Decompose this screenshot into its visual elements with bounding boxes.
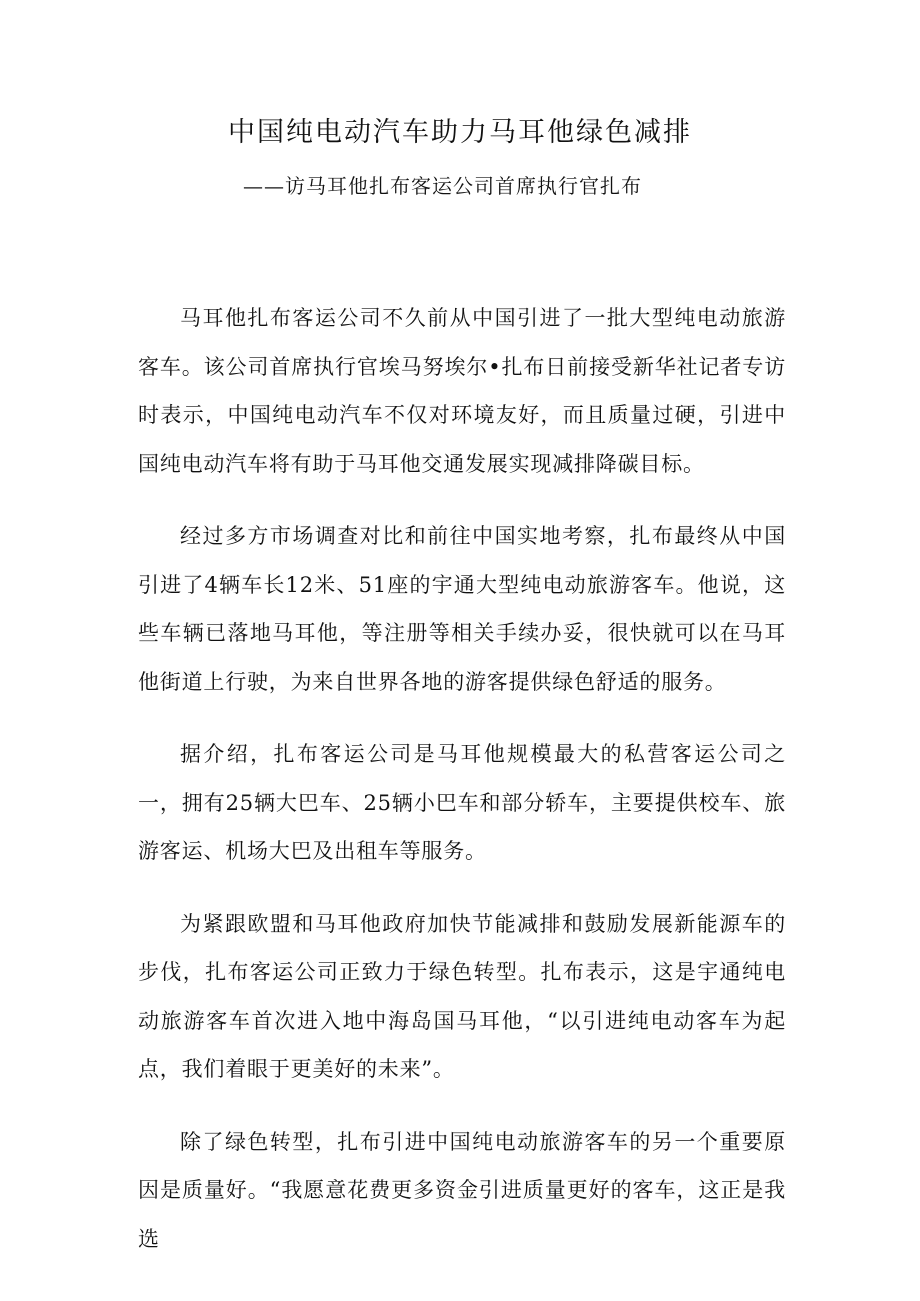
paragraph-3: 据介绍，扎布客运公司是马耳他规模最大的私营客运公司之一，拥有25辆大巴车、25辆小巴车和部分轿车，主要提供校车、旅游客运、机场大巴及出租车等服务。 (138, 742, 786, 863)
paragraph-4: 为紧跟欧盟和马耳他政府加快节能减排和鼓励发展新能源车的步伐，扎布客运公司正致力于绿色转型。扎布表示，这是宇通纯电动旅游客车首次进入地中海岛国马耳他，“以引进纯电动客车为起点，我们着眼于更美好的未来”。 (138, 911, 786, 1081)
paragraph-1: 马耳他扎布客运公司不久前从中国引进了一批大型纯电动旅游客车。该公司首席执行官埃马努埃尔•扎布日前接受新华社记者专访时表示，中国纯电动汽车不仅对环境友好，而且质量过硬，引进中国纯电动汽车将有助于马耳他交通发展实现减排降碳目标。 (138, 306, 786, 476)
document-subtitle: ——访马耳他扎布客运公司首席执行官扎布 (243, 174, 642, 198)
article-body (138, 294, 786, 1263)
paragraph-2: 经过多方市场调查对比和前往中国实地考察，扎布最终从中国引进了4辆车长12米、51座的宇通大型纯电动旅游客车。他说，这些车辆已落地马耳他，等注册等相关手续办妥，很快就可以在马耳他街道上行驶，为来自世界各地的游客提供绿色舒适的服务。 (138, 524, 786, 694)
paragraph-5: 除了绿色转型，扎布引进中国纯电动旅游客车的另一个重要原因是质量好。“我愿意花费更多资金引进质量更好的客车，这正是我选 (138, 1129, 786, 1251)
document-title: 中国纯电动汽车助力马耳他绿色减排 (228, 117, 692, 148)
